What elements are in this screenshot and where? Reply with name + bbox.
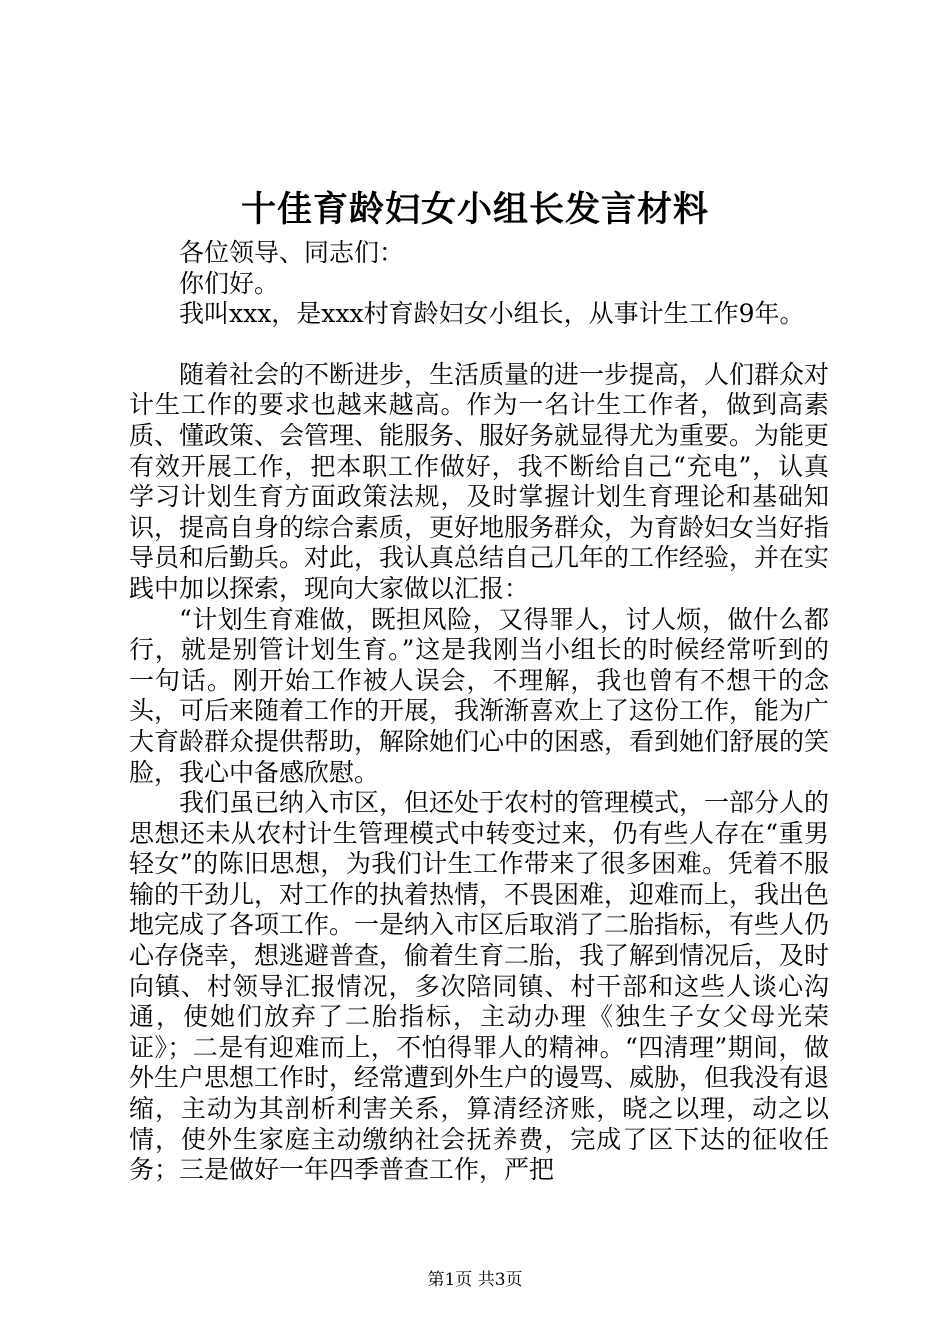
salutation: 各位领导、同志们： — [179, 238, 405, 267]
document-body — [129, 238, 829, 1186]
page-footer: 第1页 共3页 — [427, 1270, 523, 1290]
document-title: 十佳育龄妇女小组长发言材料 — [240, 189, 709, 230]
body-paragraph: 随着社会的不断进步，生活质量的进一步提高，人们群众对计生工作的要求也越来越高。作为一名计生工作者，做到高素质、懂政策、会管理、能服务、服好务就显得尤为重要。为能更有效开展工作，把本职工作做好，我不断给自己“充电”，认真学习计划生育方面政策法规，及时掌握计划生育理论和基础知识，提高自身的综合素质，更好地服务群众，为育龄妇女当好指导员和后勤兵。对此，我认真总结自己几年的工作经验，并在实践中加以探索，现向大家做以汇报： — [129, 359, 830, 603]
body-paragraph: 我们虽已纳入市区，但还处于农村的管理模式，一部分人的思想还未从农村计生管理模式中转变过来，仍有些人存在“重男轻女”的陈旧思想，为我们计生工作带来了很多困难。凭着不服输的干劲儿，对工作的执着热情，不畏困难，迎难而上，我出色地完成了各项工作。一是纳入市区后取消了二胎指标，有些人仍心存侥幸，想逃避普查，偷着生育二胎，我了解到情况后，及时向镇、村领导汇报情况，多次陪同镇、村干部和这些人谈心沟通，使她们放弃了二胎指标，主动办理《独生子女父母光荣证》；二是有迎难而上，不怕得罪人的精神。“四清理”期间，做外生户思想工作时，经常遭到外生户的谩骂、威胁，但我没有退缩，主动为其剖析利害关系，算清经济账，晓之以理，动之以情，使外生家庭主动缴纳社会抚养费，完成了区下达的征收任务；三是做好一年四季普查工作，严把 — [129, 788, 830, 1185]
greeting: 你们好。 — [179, 268, 280, 298]
body-paragraph: “计划生育难做，既担风险，又得罪人，讨人烦，做什么都行，就是别管计划生育。”这是我刚当小组长的时候经常听到的一句话。刚开始工作被人误会，不理解，我也曾有不想干的念头，可后来随着工作的开展，我渐渐喜欢上了这份工作，能为广大育龄群众提供帮助，解除她们心中的困惑，看到她们舒展的笑脸，我心中备感欣慰。 — [129, 604, 830, 787]
self-introduction: 我叫xxx，是xxx村育龄妇女小组长，从事计生工作9年。 — [179, 299, 805, 329]
